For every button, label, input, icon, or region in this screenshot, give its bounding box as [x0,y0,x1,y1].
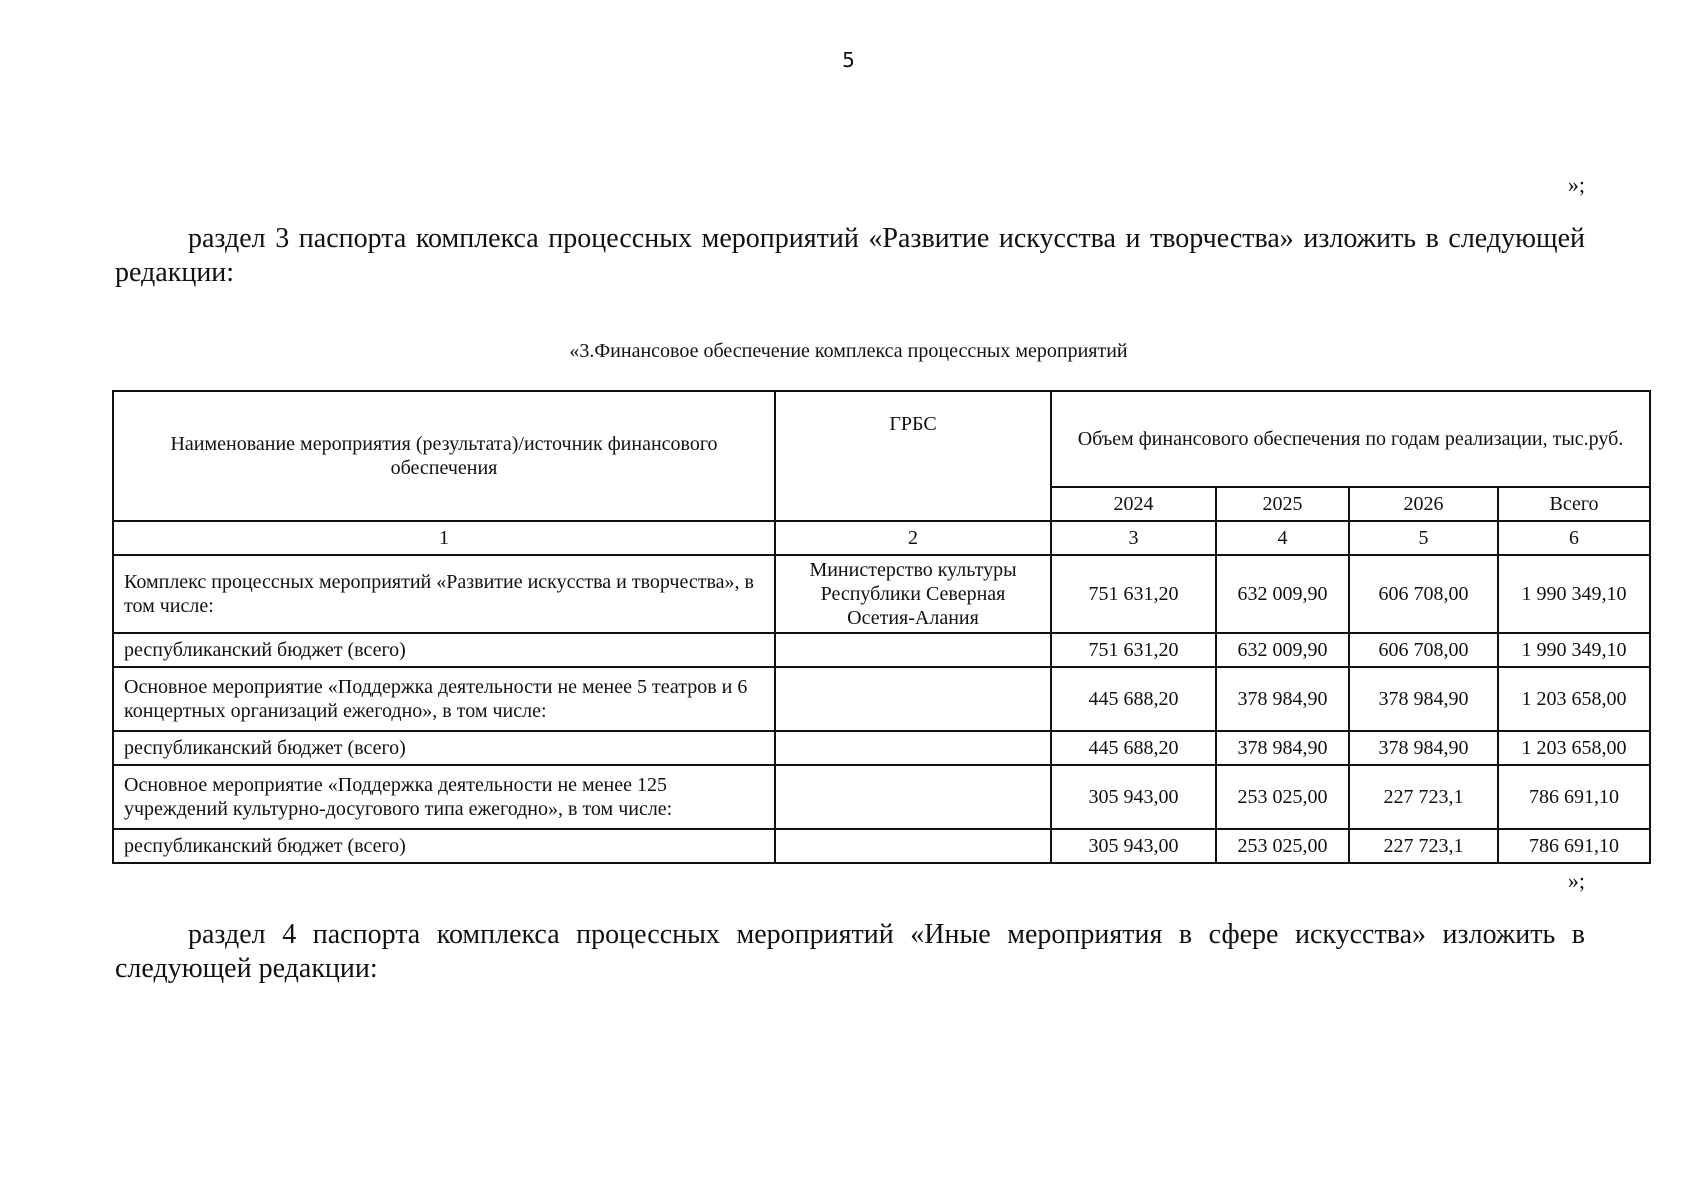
closing-quote-bottom: »; [1567,868,1585,893]
column-number: 4 [1216,521,1349,555]
value-2026: 606 708,00 [1349,555,1498,633]
row-name: Основное мероприятие «Поддержка деятельности не менее 125 учреждений культурно-досугового типа ежегодно», в том числе: [113,765,775,829]
value-2024: 445 688,20 [1051,731,1216,765]
value-2024: 305 943,00 [1051,765,1216,829]
header-volume-column: Объем финансового обеспечения по годам реализации, тыс.руб. [1051,391,1650,487]
value-2025: 378 984,90 [1216,731,1349,765]
closing-quote-top: »; [1567,172,1585,197]
value-2026: 378 984,90 [1349,731,1498,765]
value-2025: 253 025,00 [1216,765,1349,829]
row-grbs [775,731,1051,765]
header-name-column: Наименование мероприятия (результата)/источник финансового обеспечения [113,391,775,521]
column-number: 5 [1349,521,1498,555]
value-2024: 751 631,20 [1051,633,1216,667]
value-2026: 227 723,1 [1349,829,1498,863]
header-year-2024: 2024 [1051,487,1216,521]
row-grbs [775,633,1051,667]
table-row [113,731,1650,765]
table-row [113,633,1650,667]
value-total: 1 203 658,00 [1498,667,1650,731]
table-row [113,765,1650,829]
value-2025: 632 009,90 [1216,555,1349,633]
row-grbs [775,829,1051,863]
table-row [113,667,1650,731]
value-total: 786 691,10 [1498,765,1650,829]
row-name: республиканский бюджет (всего) [113,829,775,863]
value-total: 786 691,10 [1498,829,1650,863]
value-2025: 378 984,90 [1216,667,1349,731]
value-2024: 445 688,20 [1051,667,1216,731]
page-number: 5 [842,48,855,72]
financing-table [112,390,1651,864]
column-number: 3 [1051,521,1216,555]
row-name: Комплекс процессных мероприятий «Развитие искусства и творчества», в том числе: [113,555,775,633]
row-grbs: Министерство культуры Республики Северная Осетия-Алания [775,555,1051,633]
column-number-row [113,521,1650,555]
header-total: Всего [1498,487,1650,521]
header-year-2026: 2026 [1349,487,1498,521]
value-total: 1 203 658,00 [1498,731,1650,765]
row-name: республиканский бюджет (всего) [113,731,775,765]
row-name: Основное мероприятие «Поддержка деятельности не менее 5 театров и 6 концертных организаций ежегодно», в том числе: [113,667,775,731]
value-2026: 606 708,00 [1349,633,1498,667]
value-2025: 253 025,00 [1216,829,1349,863]
paragraph-section-3: раздел 3 паспорта комплекса процессных мероприятий «Развитие искусства и творчества» изложить в следующей редакции: [115,223,1585,288]
table-row [113,555,1650,633]
value-2024: 751 631,20 [1051,555,1216,633]
value-2026: 227 723,1 [1349,765,1498,829]
value-total: 1 990 349,10 [1498,633,1650,667]
value-total: 1 990 349,10 [1498,555,1650,633]
column-number: 6 [1498,521,1650,555]
column-number: 2 [775,521,1051,555]
paragraph-section-4: раздел 4 паспорта комплекса процессных мероприятий «Иные мероприятия в сфере искусства» изложить в следующей редакции: [115,919,1585,984]
value-2025: 632 009,90 [1216,633,1349,667]
header-year-2025: 2025 [1216,487,1349,521]
row-grbs [775,765,1051,829]
table-caption: «3.Финансовое обеспечение комплекса процессных мероприятий [569,340,1128,362]
row-grbs [775,667,1051,731]
value-2024: 305 943,00 [1051,829,1216,863]
row-name: республиканский бюджет (всего) [113,633,775,667]
column-number: 1 [113,521,775,555]
value-2026: 378 984,90 [1349,667,1498,731]
header-grbs-column: ГРБС [775,391,1051,521]
table-row [113,829,1650,863]
